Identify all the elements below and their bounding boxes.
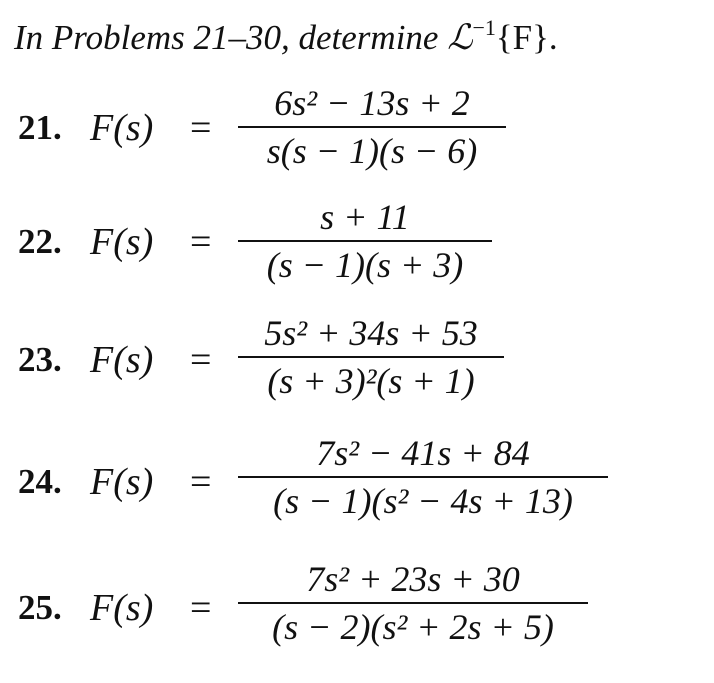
numerator: 7s² + 23s + 30 (306, 559, 520, 599)
function-lhs: F(s) (90, 221, 154, 263)
instruction-argument: {F}. (495, 18, 558, 57)
numerator: 7s² − 41s + 84 (316, 433, 530, 473)
denominator: (s − 1)(s² − 4s + 13) (273, 481, 573, 521)
function-lhs: F(s) (90, 587, 154, 629)
function-lhs: F(s) (90, 461, 154, 503)
fraction (238, 432, 608, 522)
problem-number: 22. (18, 222, 62, 261)
denominator: (s − 2)(s² + 2s + 5) (272, 607, 554, 647)
denominator: s(s − 1)(s − 6) (266, 131, 478, 171)
function-lhs: F(s) (90, 107, 154, 149)
problem-number: 24. (18, 462, 62, 501)
fraction-bar (238, 126, 506, 128)
fraction (238, 312, 504, 402)
function-lhs: F(s) (90, 339, 154, 381)
inverse-exponent: −1 (472, 15, 496, 40)
instruction-text (14, 15, 558, 58)
fraction (238, 82, 506, 172)
equals-sign: = (190, 461, 212, 503)
equals-sign: = (190, 339, 212, 381)
laplace-operator: ℒ (447, 18, 473, 57)
fraction-bar (238, 240, 492, 242)
numerator: 5s² + 34s + 53 (264, 313, 478, 353)
denominator: (s + 3)²(s + 1) (267, 361, 475, 401)
fraction (238, 196, 492, 286)
instruction-prefix: In Problems 21–30, determine (14, 18, 448, 57)
fraction-bar (238, 356, 504, 358)
equals-sign: = (190, 107, 212, 149)
fraction-bar (238, 602, 588, 604)
fraction (238, 558, 588, 648)
denominator: (s − 1)(s + 3) (266, 245, 464, 285)
problem-number: 23. (18, 340, 62, 379)
numerator: s + 11 (320, 197, 410, 237)
equals-sign: = (190, 587, 212, 629)
equals-sign: = (190, 221, 212, 263)
fraction-bar (238, 476, 608, 478)
problem-number: 25. (18, 588, 62, 627)
numerator: 6s² − 13s + 2 (274, 83, 470, 123)
problem-number: 21. (18, 108, 62, 147)
